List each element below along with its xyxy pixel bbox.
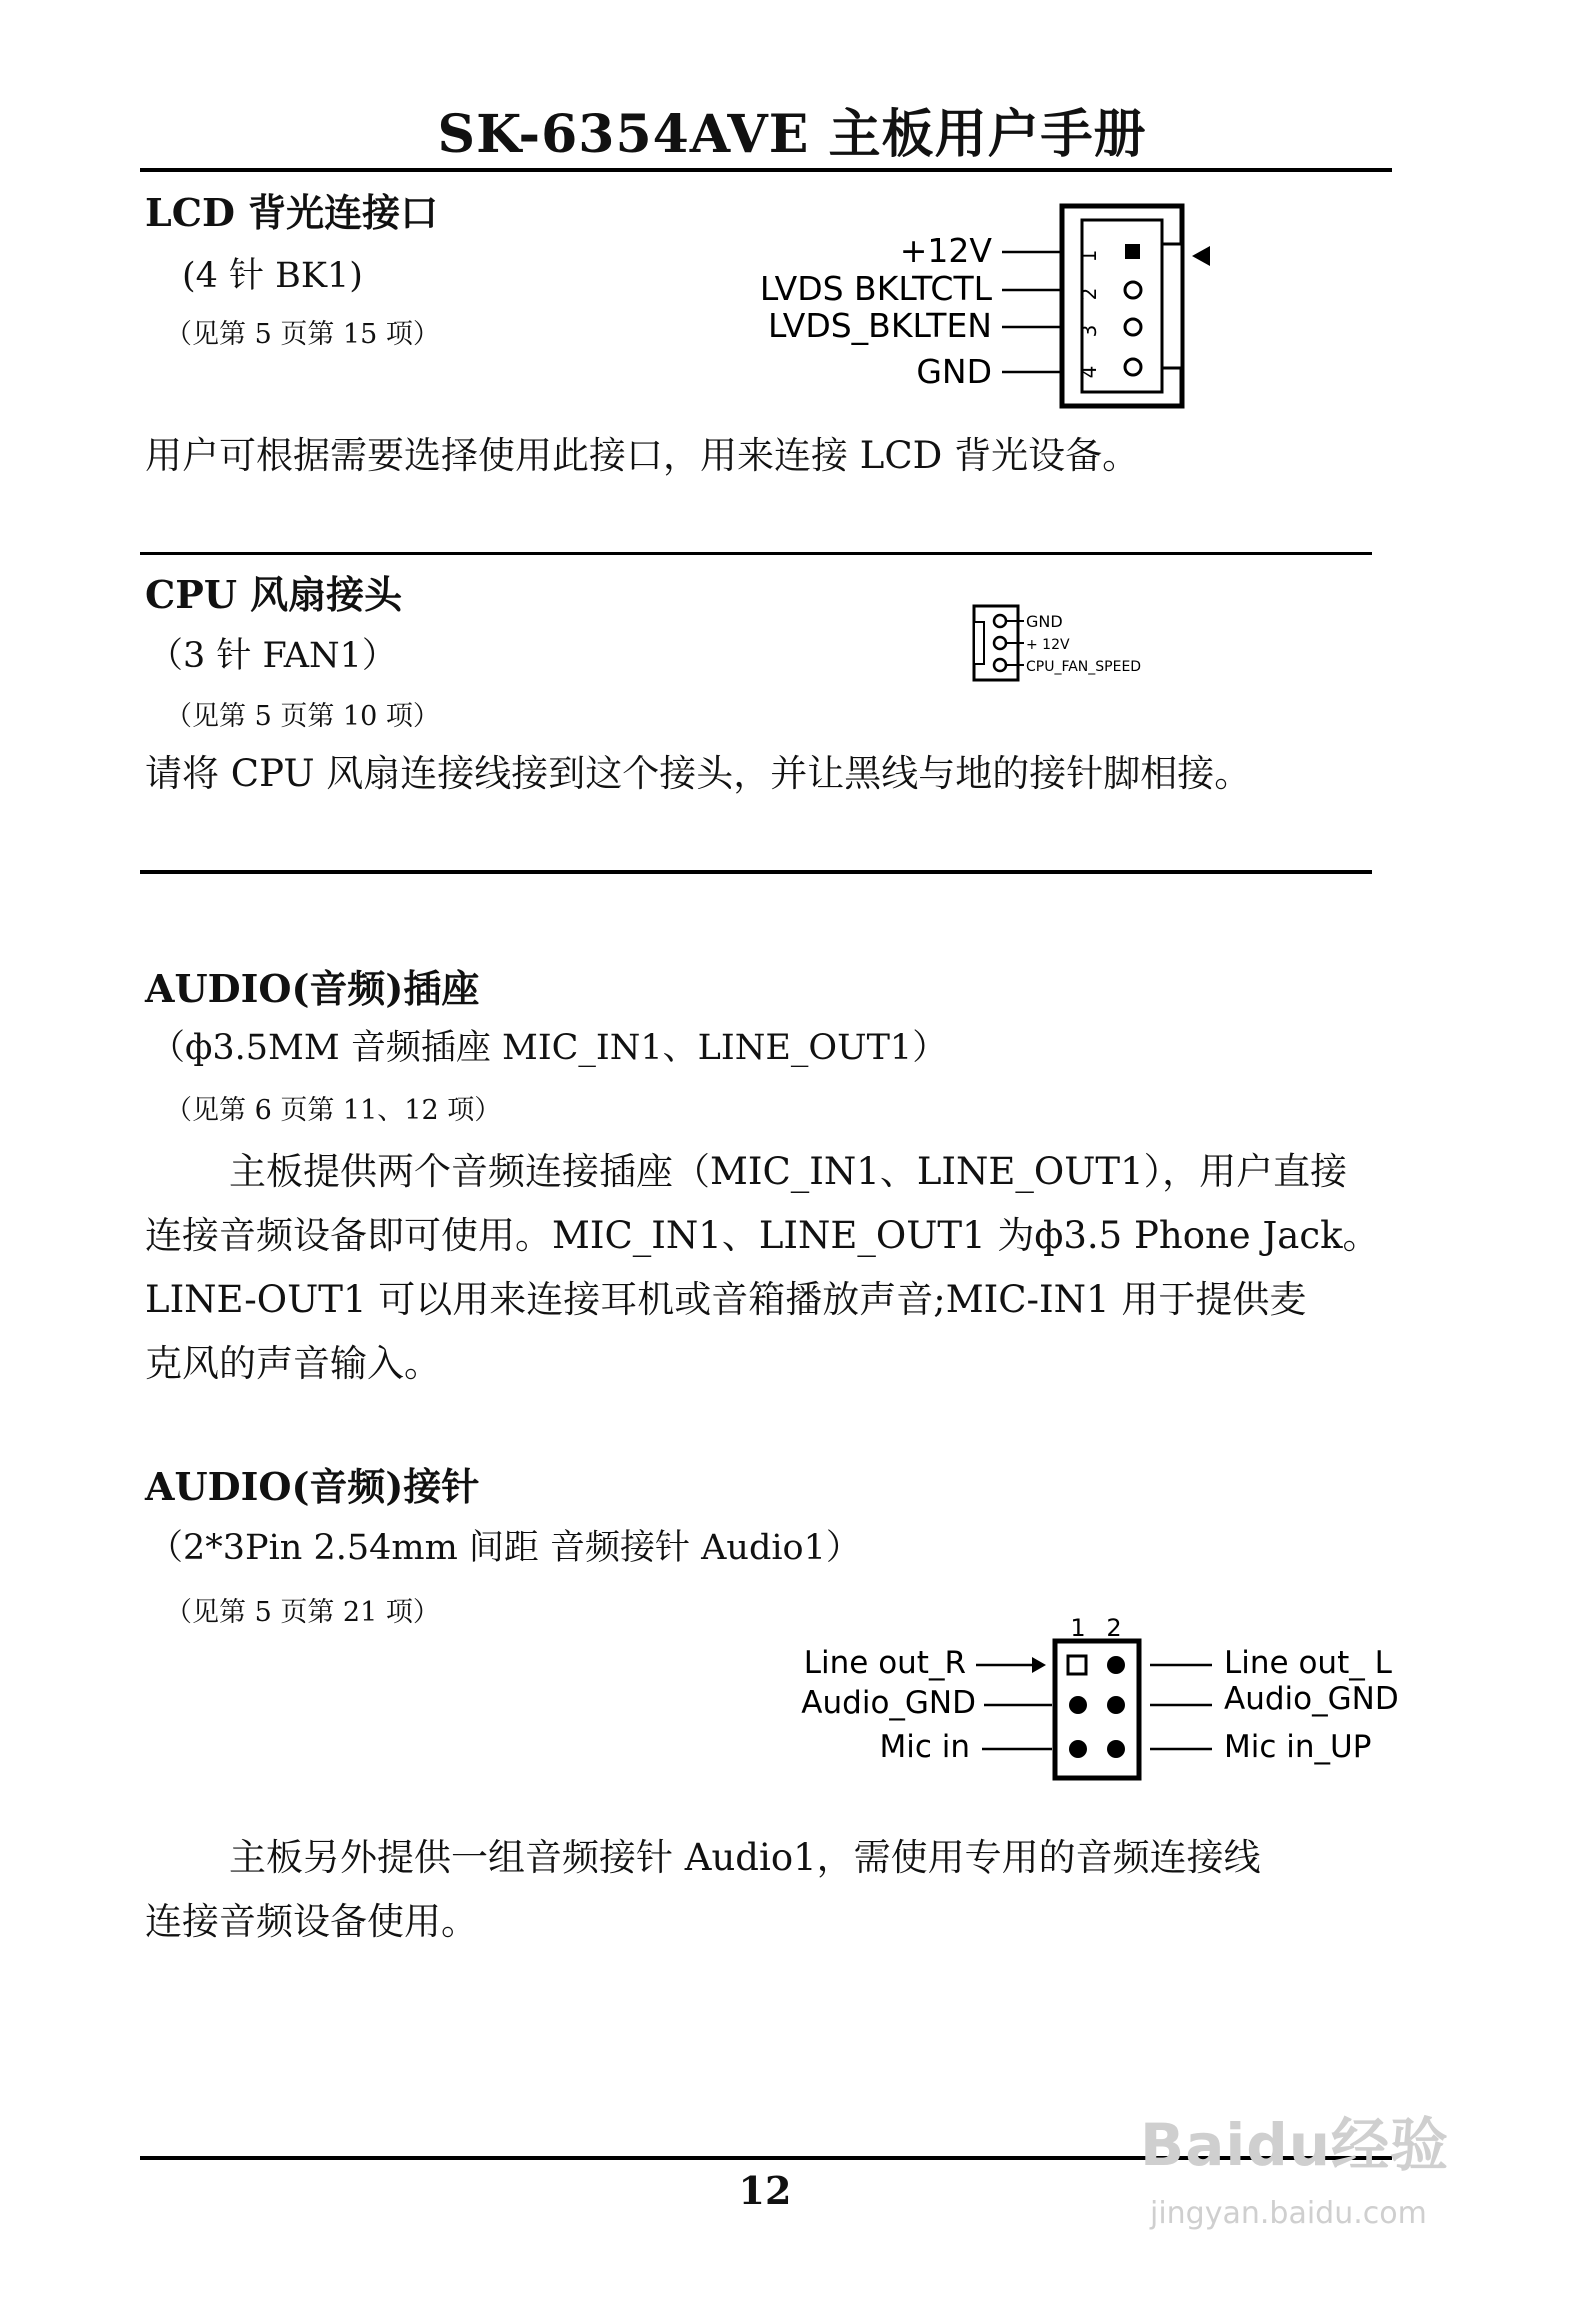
fan-pin-label: GND: [1026, 612, 1063, 631]
fan-connector-diagram: [970, 600, 1210, 690]
lcd-ref: （见第 5 页第 15 项）: [165, 319, 440, 350]
lcd-pin-label: GND: [916, 352, 992, 391]
audio-jack-paragraph: [145, 1140, 1405, 1396]
fan-pin-label: CPU_FAN_SPEED: [1026, 659, 1142, 675]
lcd-pin-number: 4: [1077, 365, 1101, 379]
round-pin-icon: [994, 637, 1006, 649]
audio-header-ref: （见第 5 页第 21 项）: [165, 1597, 440, 1628]
solid-pin-icon: [1069, 1696, 1087, 1714]
audio-header-spec: （2*3Pin 2.54mm 间距 音频接针 Audio1）: [148, 1528, 861, 1568]
square-pin-icon: [1125, 244, 1140, 259]
audio-pin-label-left: Audio_GND: [801, 1685, 976, 1721]
audio-pin-label-left: Mic in: [879, 1729, 970, 1765]
lcd-spec: (4 针 BK1): [182, 256, 363, 296]
fan-description: 请将 CPU 风扇连接线接到这个接头，并让黑线与地的接针脚相接。: [145, 752, 1252, 795]
lcd-pin-label: LVDS_BKLTEN: [767, 306, 992, 345]
round-pin-icon: [1125, 282, 1141, 298]
pin1-marker-icon: [1192, 246, 1210, 266]
round-pin-icon: [1125, 359, 1141, 375]
audio-jack-spec: （ф3.5MM 音频插座 MIC_IN1、LINE_OUT1）: [150, 1028, 948, 1068]
paragraph-line: 主板另外提供一组音频接针 Audio1，需使用专用的音频连接线: [229, 1836, 1261, 1879]
column-number: 1: [1070, 1614, 1086, 1642]
square-pin-icon: [1068, 1656, 1086, 1674]
solid-pin-icon: [1069, 1740, 1087, 1758]
pin1-marker-icon: [1032, 1657, 1046, 1673]
fan-pin-label: + 12V: [1026, 637, 1070, 653]
page-number: 12: [738, 2168, 792, 2213]
paragraph-line: 连接音频设备使用。: [145, 1900, 478, 1943]
lcd-pin-label: +12V: [899, 231, 992, 270]
paragraph-line: 克风的声音输入。: [145, 1342, 441, 1385]
lcd-description: 用户可根据需要选择使用此接口，用来连接 LCD 背光设备。: [145, 434, 1140, 477]
audio-pin-label-left: Line out_R: [803, 1645, 966, 1681]
lcd-pin-number: 1: [1077, 249, 1101, 263]
solid-pin-icon: [1107, 1740, 1125, 1758]
audio-jack-ref: （见第 6 页第 11、12 项）: [165, 1095, 502, 1126]
solid-pin-icon: [1107, 1656, 1125, 1674]
fan-spec: （3 针 FAN1）: [148, 636, 397, 676]
round-pin-icon: [994, 615, 1006, 627]
solid-pin-icon: [1107, 1696, 1125, 1714]
baidu-watermark-url: jingyan.baidu.com: [1150, 2196, 1427, 2231]
audio-pin-label-right: Mic in_UP: [1224, 1729, 1372, 1765]
audio-pin-label-right: Line out_ L: [1224, 1645, 1392, 1681]
audio-header-diagram: [770, 1605, 1440, 1790]
section-rule: [140, 552, 1372, 555]
audio-header-paragraph: [145, 1826, 1405, 1954]
audio-jack-heading: AUDIO(音频)插座: [145, 966, 480, 1011]
lcd-pin-number: 2: [1077, 287, 1101, 301]
lcd-pin-label: LVDS BKLTCTL: [759, 269, 992, 308]
page-title: SK-6354AVE 主板用户手册: [437, 104, 1147, 165]
lcd-connector-diagram: [700, 200, 1260, 415]
paragraph-line: 连接音频设备即可使用。MIC_IN1、LINE_OUT1 为ф3.5 Phone Jack。: [145, 1214, 1380, 1257]
fan-heading: CPU 风扇接头: [145, 572, 403, 617]
audio-pin-label-right: Audio_GND: [1224, 1681, 1399, 1717]
paragraph-line: 主板提供两个音频连接插座（MIC_IN1、LINE_OUT1），用户直接: [229, 1150, 1348, 1193]
fan-ref: （见第 5 页第 10 项）: [165, 701, 440, 732]
lcd-heading: LCD 背光连接口: [145, 190, 439, 235]
round-pin-icon: [994, 659, 1006, 671]
baidu-watermark-logo: Baidu经验: [1140, 2111, 1450, 2179]
round-pin-icon: [1125, 319, 1141, 335]
section-rule: [140, 870, 1372, 874]
column-number: 2: [1106, 1614, 1122, 1642]
lcd-pin-number: 3: [1077, 324, 1101, 338]
audio-header-heading: AUDIO(音频)接针: [145, 1464, 480, 1509]
header-rule: [140, 168, 1392, 172]
paragraph-line: LINE-OUT1 可以用来连接耳机或音箱播放声音;MIC-IN1 用于提供麦: [145, 1278, 1307, 1321]
